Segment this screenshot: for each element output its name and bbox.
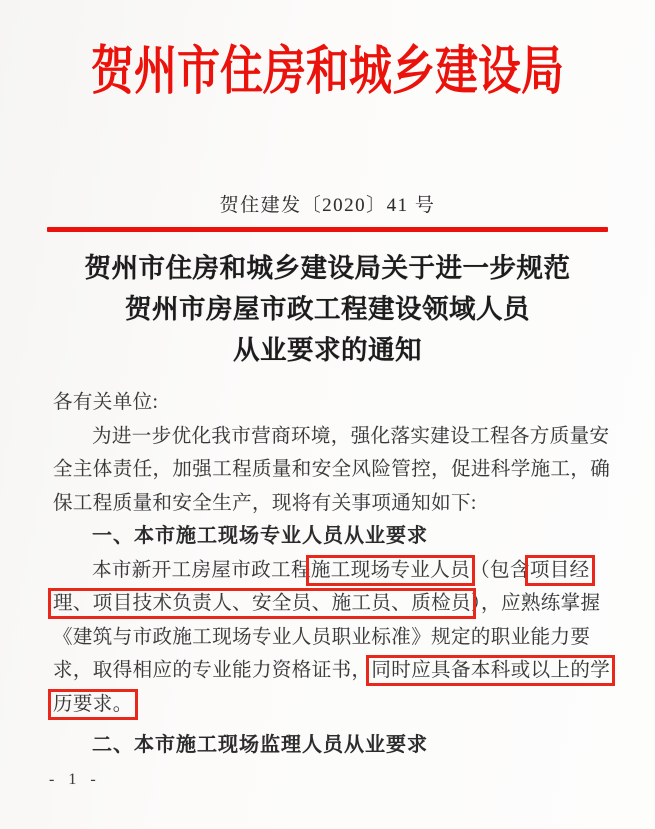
section2-heading: 二、本市施工现场监理人员从业要求 [92, 734, 428, 756]
highlight-box-role-list: 理、项目技术负责人、安全员、施工员、质检员 [53, 593, 471, 614]
paragraph2-line3: 《建筑与市政施工现场专业人员职业标准》规定的职业能力要 [53, 626, 591, 648]
agency-letterhead: 贺州市住房和城乡建设局 [91, 43, 564, 101]
paragraph2-line2 [53, 587, 618, 621]
notice-title-line-1: 贺州市住房和城乡建设局关于进一步规范 [84, 253, 571, 283]
paragraph-text: ），应熟练掌握 [470, 593, 601, 614]
highlight-box-degree-requirement-start: 同时应具备本科或以上的学 [371, 660, 611, 681]
highlight-box-professional-staff: 施工现场专业人员 [310, 559, 471, 581]
paragraph2-line5 [53, 688, 618, 722]
paragraph2-line4 [53, 654, 618, 688]
paragraph2-line1 [53, 554, 618, 588]
doc-number: 贺住建发〔2020〕41 号 [219, 195, 436, 216]
section1-heading: 一、本市施工现场专业人员从业要求 [92, 525, 428, 547]
notice-title-line-3: 从业要求的通知 [233, 335, 422, 365]
highlight-box-project-manager-start: 项目经 [529, 559, 590, 581]
highlight-box-degree-requirement-end: 历要求。 [53, 693, 133, 715]
paragraph-text: 本市新开工房屋市政工程 [92, 559, 311, 581]
notice-title [0, 248, 655, 371]
paragraph1-line2: 全主体责任，加强工程质量和安全风险管控，促进科学施工，确 [53, 459, 611, 480]
paragraph-text: （包含 [470, 559, 530, 581]
letterhead-divider-line [47, 227, 608, 232]
salutation: 各有关单位: [53, 392, 159, 413]
paragraph1-line1: 为进一步优化我市营商环境，强化落实建设工程各方质量安 [92, 425, 610, 447]
notice-title-line-2: 贺州市房屋市政工程建设领域人员 [125, 294, 530, 324]
paragraph-text: 求，取得相应的专业能力资格证书， [53, 660, 372, 681]
paragraph1-line3: 保工程质量和安全生产，现将有关事项通知如下: [53, 492, 477, 514]
page-number: - 1 - [49, 771, 98, 788]
document-body [53, 386, 618, 763]
